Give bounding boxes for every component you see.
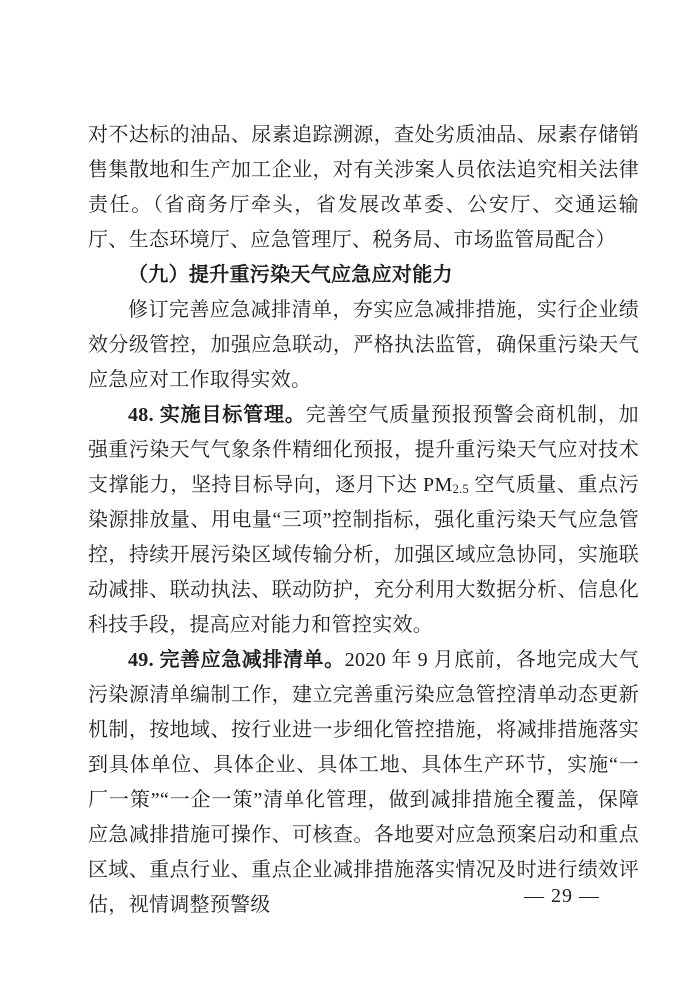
item-48-lead: 48. 实施目标管理。 (128, 404, 306, 426)
paragraph-item-48 (88, 398, 639, 643)
item-48-body-b: 空气质量、重点污染源排放量、用电量“三项”控制指标，强化重污染天气应急管控，持续开展污染区域传输分析，加强区域应急协同，实施联动减排、联动执法、联动防护，充分利用大数据分析、信息化科技手段，提高应对能力和管控实效。 (88, 474, 640, 636)
section-intro-paragraph: 修订完善应急减排清单，夯实应急减排措施，实行企业绩效分级管控，加强应急联动，严格执法监管，确保重污染天气应急应对工作取得实效。 (88, 299, 639, 391)
page-number: — 29 — (524, 885, 600, 907)
paragraph-item-49 (88, 643, 639, 923)
item-49-lead: 49. 完善应急减排清单。 (128, 649, 345, 671)
section-heading-nine: （九）提升重污染天气应急应对能力 (128, 264, 453, 286)
item-49-body: 2020 年 9 月底前，各地完成大气污染源清单编制工作，建立完善重污染应急管控清单动态更新机制，按地域、按行业进一步细化管控措施，将减排措施落实到具体单位、具体企业、具体工地、具体生产环节，实施“一厂一策”“一企一策”清单化管理，做到减排措施全覆盖，保障应急减排措施可操作、可核查。各地要对应急预案启动和重点区域、重点行业、重点企业减排措施落实情况及时进行绩效评估，视情调整预警级 (88, 649, 639, 916)
pm25-subscript: 2.5 (452, 482, 469, 497)
item-48-body-a: 完善空气质量预报预警会商机制，加强重污染天气气象条件精细化预报，提升重污染天气应对技术支撑能力，坚持目标导向，逐月下达 PM (88, 404, 639, 496)
document-body (88, 118, 639, 923)
paragraph-continuation: 对不达标的油品、尿素追踪溯源，查处劣质油品、尿素存储销售集散地和生产加工企业，对有关涉案人员依法追究相关法律责任。（省商务厅牵头，省发展改革委、公安厅、交通运输厅、生态环境厅、应急管理厅、税务局、市场监管局配合） (88, 124, 639, 251)
